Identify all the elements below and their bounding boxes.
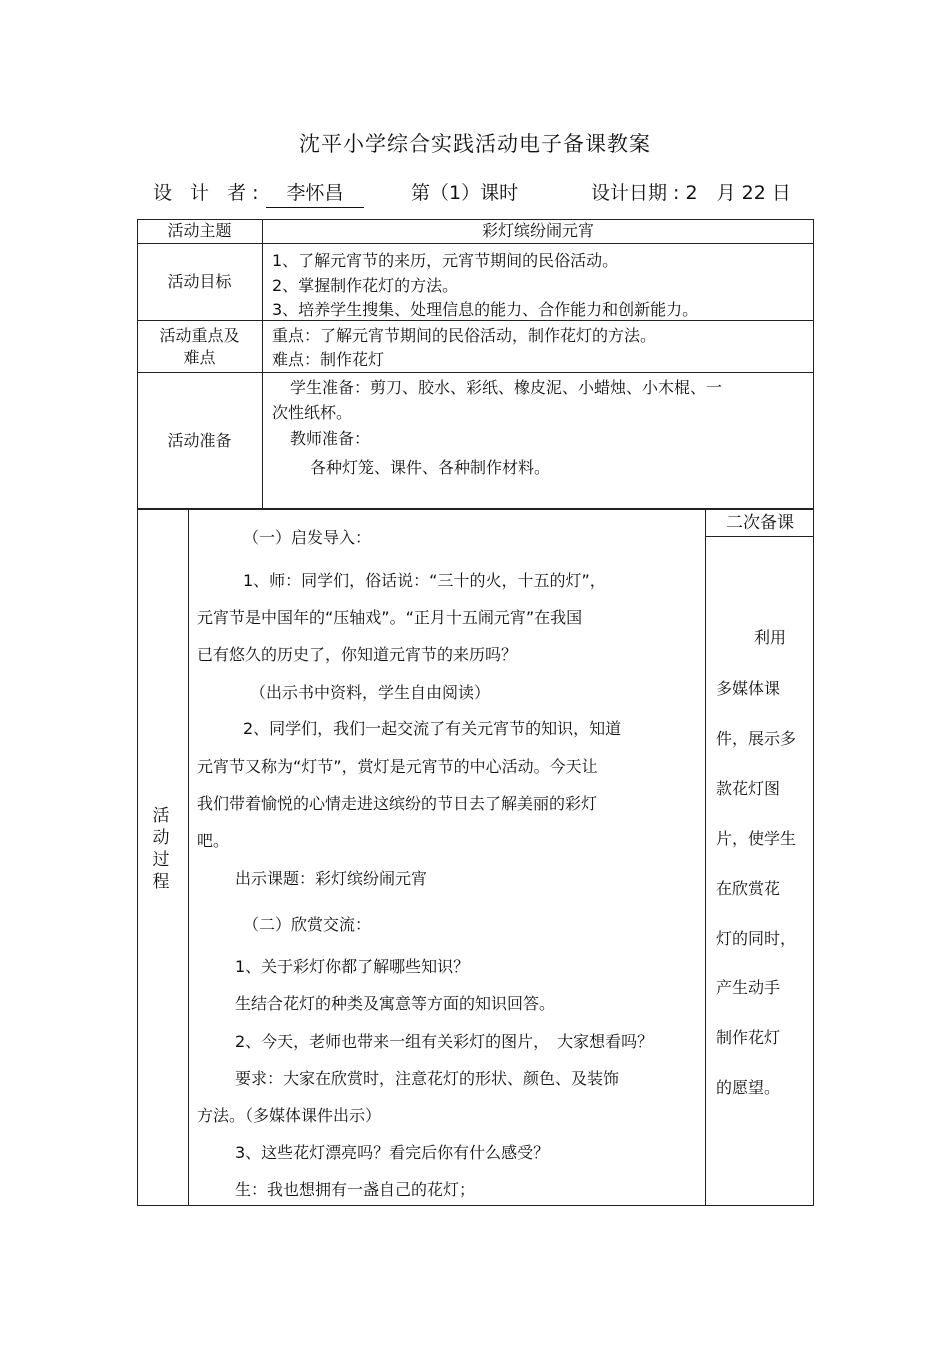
process-line: 已有悠久的历史了，你知道元宵节的来历吗？ xyxy=(197,645,518,664)
prep-line: 学生准备：剪刀、胶水、彩纸、橡皮泥、小蜡烛、小木棍、一 xyxy=(290,378,723,397)
process-line: 方法。（多媒体课件出示） xyxy=(197,1106,382,1125)
upper-column-divider xyxy=(262,219,263,509)
process-line: 1、关于彩灯你都了解哪些知识？ xyxy=(235,957,470,976)
second-prep-line: 产生动手 xyxy=(716,978,781,997)
prep-line: 各种灯笼、课件、各种制作材料。 xyxy=(310,458,551,477)
process-line: （二）欣赏交流： xyxy=(243,915,372,934)
process-line: 我们带着愉悦的心情走进这缤纷的节日去了解美丽的彩灯 xyxy=(197,794,598,813)
design-date: 设计日期 : 2 月 22 日 xyxy=(591,182,791,204)
theme-label: 活动主题 xyxy=(167,221,232,240)
goal-item: 2、掌握制作花灯的方法。 xyxy=(272,276,459,295)
theme-value: 彩灯缤纷闹元宵 xyxy=(481,221,594,240)
process-label-char: 活 xyxy=(152,806,170,826)
goal-label: 活动目标 xyxy=(167,272,232,291)
process-line: （一）启发导入： xyxy=(243,528,372,547)
process-line: （出示书中资料，学生自由阅读） xyxy=(250,683,491,702)
prep-line: 次性纸杯。 xyxy=(272,403,353,422)
process-line: 要求：大家在欣赏时，注意花灯的形状、颜色、及装饰 xyxy=(235,1069,620,1088)
second-prep-line: 的愿望。 xyxy=(716,1078,781,1097)
lower-column-divider xyxy=(705,509,706,1206)
second-prep-line: 灯的同时， xyxy=(716,929,797,948)
process-line: 2、今天，老师也带来一组有关彩灯的图片， 大家想看吗？ xyxy=(235,1032,654,1051)
prep-line: 教师准备： xyxy=(290,429,371,448)
lower-column-divider xyxy=(188,509,189,1206)
process-line: 1、师：同学们，俗话说：“三十的火，十五的灯”， xyxy=(243,571,606,590)
second-prep-header-divider xyxy=(705,536,814,537)
process-line: 3、这些花灯漂亮吗？看完后你有什么感受？ xyxy=(235,1143,550,1162)
process-label-char: 过 xyxy=(152,850,170,870)
process-line: 元宵节是中国年的“压轴戏”。“正月十五闹元宵”在我国 xyxy=(197,608,583,627)
goal-item: 1、了解元宵节的来历，元宵节期间的民俗活动。 xyxy=(272,251,619,270)
process-line: 元宵节又称为“灯节”，赏灯是元宵节的中心活动。今天让 xyxy=(197,757,598,776)
second-prep-label: 二次备课 xyxy=(726,512,794,533)
second-prep-line: 制作花灯 xyxy=(716,1028,781,1047)
designer-name: 李怀昌 xyxy=(266,178,364,208)
key-point: 重点：了解元宵节期间的民俗活动，制作花灯的方法。 xyxy=(272,326,657,345)
key-label-line: 活动重点及 xyxy=(159,325,240,345)
process-label-char: 动 xyxy=(152,828,170,848)
lesson-number: 第（1）课时 xyxy=(411,182,519,204)
process-line: 出示课题：彩灯缤纷闹元宵 xyxy=(235,869,428,888)
designer-label: 设 计 者: xyxy=(153,182,265,204)
page-title: 沈平小学综合实践活动电子备课教案 xyxy=(299,132,651,156)
key-label-line: 难点 xyxy=(183,347,216,367)
second-prep-line: 在欣赏花 xyxy=(716,879,781,898)
prep-label: 活动准备 xyxy=(167,431,232,450)
process-line: 2、同学们，我们一起交流了有关元宵节的知识，知道 xyxy=(243,719,622,738)
second-prep-line: 款花灯图 xyxy=(716,779,781,798)
second-prep-line: 片，使学生 xyxy=(716,829,797,848)
second-prep-line: 件，展示多 xyxy=(716,729,797,748)
difficult-point: 难点：制作花灯 xyxy=(272,350,385,369)
process-line: 吧。 xyxy=(197,831,230,850)
key-label xyxy=(137,321,262,372)
process-line: 生结合花灯的种类及寓意等方面的知识回答。 xyxy=(235,994,556,1013)
process-label xyxy=(137,805,185,893)
process-label-char: 程 xyxy=(152,872,170,892)
second-prep-line: 多媒体课 xyxy=(716,679,781,698)
goal-item: 3、培养学生搜集、处理信息的能力、合作能力和创新能力。 xyxy=(272,300,699,319)
second-prep-line: 利用 xyxy=(754,628,787,647)
process-line: 生：我也想拥有一盏自己的花灯； xyxy=(235,1180,476,1199)
